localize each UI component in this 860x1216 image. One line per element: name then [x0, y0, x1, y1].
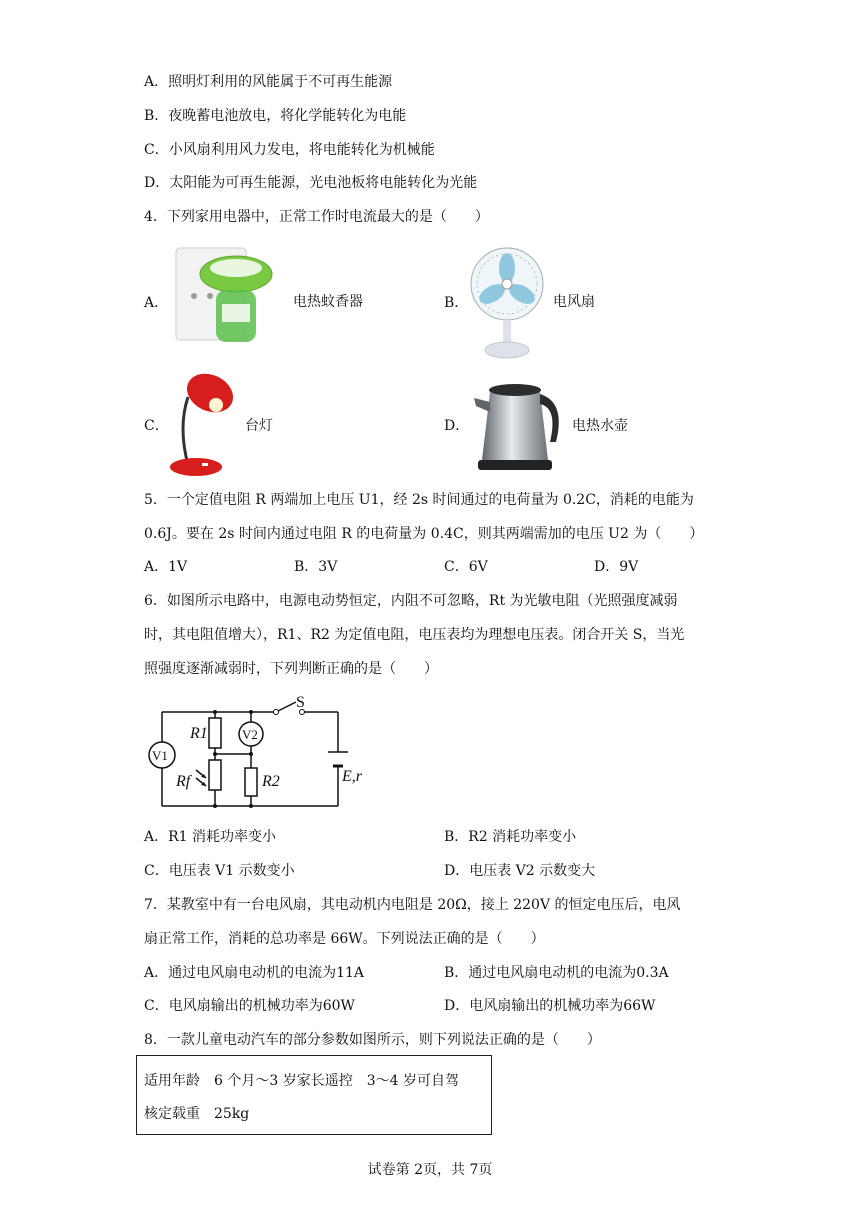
- electric-kettle-icon: [470, 372, 566, 476]
- rf-label: Rf: [176, 773, 191, 790]
- q6-option-b: B．R2 消耗功率变小: [444, 829, 577, 845]
- q6-option-c: C．电压表 V1 示数变小: [144, 863, 295, 879]
- q4-letter-a: A．: [144, 295, 169, 311]
- spec-row-age: 适用年龄 6 个月～3 岁家长遥控 3～4 岁可自驾: [144, 1073, 459, 1089]
- desk-lamp-icon: [166, 367, 242, 479]
- q4-letter-c: C．: [144, 418, 169, 434]
- q4-letter-d: D．: [444, 418, 470, 434]
- q5-line-1: 5．一个定值电阻 R 两端加上电压 U1，经 2s 时间通过的电荷量为 0.2C，消耗的电能为: [144, 492, 694, 508]
- r2-label: R2: [262, 773, 280, 790]
- circuit-diagram: [140, 690, 380, 815]
- q5-line-2: 0.6J。要在 2s 时间内通过电阻 R 的电荷量为 0.4C，则其两端需加的电压 U2 为（ ）: [144, 526, 704, 542]
- q5-option-a: A．1V: [144, 559, 188, 575]
- q4-label-b: 电风扇: [553, 294, 595, 310]
- v1-label: V1: [152, 748, 168, 763]
- q4-label-d: 电热水壶: [572, 418, 628, 434]
- mosquito-heater-icon: [172, 244, 282, 354]
- v2-label: V2: [242, 727, 258, 742]
- q3-option-c: C．小风扇利用风力发电，将电能转化为机械能: [144, 142, 435, 158]
- spec-row-load: 核定载重 25kg: [144, 1106, 250, 1122]
- q5-option-c: C．6V: [444, 559, 488, 575]
- q4-label-c: 台灯: [245, 418, 273, 434]
- q4-letter-b: B．: [444, 295, 469, 311]
- electric-fan-icon: [462, 244, 552, 362]
- q6-option-a: A．R1 消耗功率变小: [144, 829, 277, 845]
- q6-line-2: 时，其电阻值增大），R1、R2 为定值电阻，电压表均为理想电压表。闭合开关 S，当光: [144, 627, 685, 643]
- q4-label-a: 电热蚊香器: [293, 294, 363, 310]
- q7-line-2: 扇正常工作，消耗的总功率是 66W。下列说法正确的是（ ）: [144, 931, 545, 947]
- q7-line-1: 7．某教室中有一台电风扇，其电动机内电阻是 20Ω，接上 220V 的恒定电压后，电风: [144, 897, 681, 913]
- source-label: E,r: [342, 768, 362, 785]
- r1-label: R1: [190, 725, 208, 742]
- q5-option-b: B．3V: [294, 559, 338, 575]
- q3-option-b: B．夜晚蓄电池放电，将化学能转化为电能: [144, 108, 407, 124]
- q7-option-b: B．通过电风扇电动机的电流为0.3A: [444, 965, 669, 981]
- q5-option-d: D．9V: [594, 559, 639, 575]
- q6-option-d: D．电压表 V2 示数变大: [444, 863, 596, 879]
- q3-option-d: D．太阳能为可再生能源，光电池板将电能转化为光能: [144, 175, 478, 191]
- switch-label: S: [296, 694, 305, 711]
- q6-line-1: 6．如图所示电路中，电源电动势恒定，内阻不可忽略，Rt 为光敏电阻（光照强度减弱: [144, 593, 678, 609]
- page-footer: 试卷第 2页，共 7页: [367, 1162, 493, 1178]
- q3-option-a: A．照明灯利用的风能属于不可再生能源: [144, 74, 393, 90]
- q8-stem: 8．一款儿童电动汽车的部分参数如图所示，则下列说法正确的是（ ）: [144, 1032, 601, 1048]
- q7-option-a: A．通过电风扇电动机的电流为11A: [144, 965, 365, 981]
- q7-option-c: C．电风扇输出的机械功率为60W: [144, 998, 355, 1014]
- q7-option-d: D．电风扇输出的机械功率为66W: [444, 998, 656, 1014]
- q4-stem: 4．下列家用电器中，正常工作时电流最大的是（ ）: [144, 209, 489, 225]
- q6-line-3: 照强度逐渐减弱时，下列判断正确的是（ ）: [144, 661, 438, 677]
